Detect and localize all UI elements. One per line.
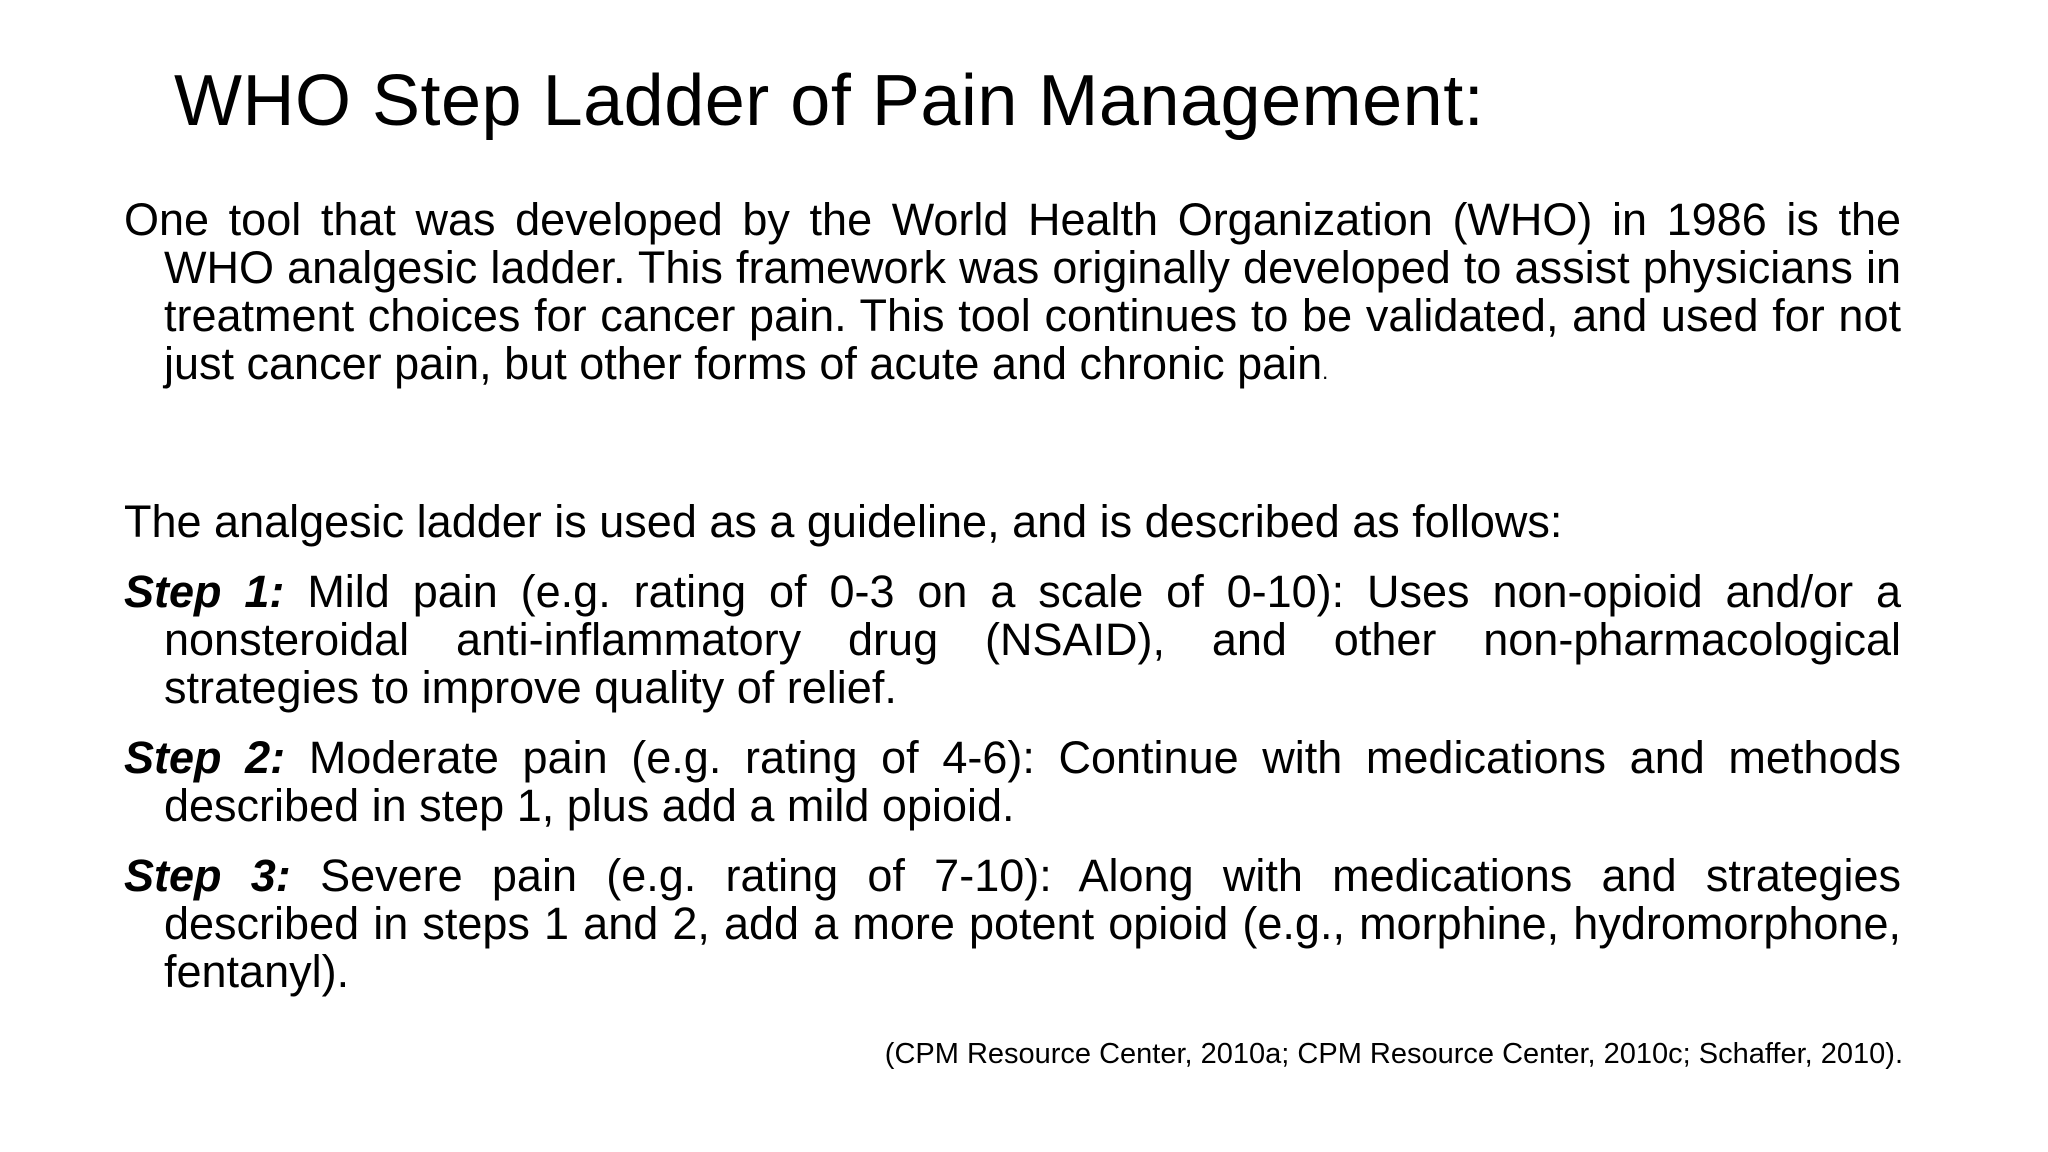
slide-title: WHO Step Ladder of Pain Management: — [174, 61, 1485, 141]
step-2-text: Moderate pain (e.g. rating of 4-6): Continue with medications and methods described in step 1, plus add a mild opioid. — [164, 732, 1901, 831]
slide-body — [124, 196, 1901, 1018]
step-1-text: Mild pain (e.g. rating of 0-3 on a scale of 0-10): Uses non-opioid and/or a nonsteroidal anti-inflammatory drug (NSAID), and other non-pharmacological strategies to improve quality of relief. — [164, 566, 1901, 713]
ladder-lead-in: The analgesic ladder is used as a guideline, and is described as follows: — [124, 496, 1563, 547]
intro-text: One tool that was developed by the World Health Organization (WHO) in 1986 is the WHO analgesic ladder. This framework was originally developed to assist physicians in treatment choices for cancer pain. This tool continues to be validated, and used for not just cancer pain, but other forms of acute and chronic pain — [124, 194, 1901, 389]
step-3-label: Step 3: — [124, 850, 291, 901]
citation: (CPM Resource Center, 2010a; CPM Resource Center, 2010c; Schaffer, 2010). — [884, 1038, 1903, 1070]
step-2-paragraph — [124, 734, 1901, 830]
intro-paragraph — [124, 196, 1901, 396]
step-1-paragraph — [124, 568, 1901, 712]
step-2-label: Step 2: — [124, 732, 286, 783]
step-3-text: Severe pain (e.g. rating of 7-10): Along with medications and strategies described in steps 1 and 2, add a more potent opioid (e.g., morphine, hydromorphone, fentanyl). — [164, 850, 1901, 997]
step-1-label: Step 1: — [124, 566, 285, 617]
intro-end-mark: . — [1322, 359, 1329, 384]
step-3-paragraph — [124, 852, 1901, 996]
